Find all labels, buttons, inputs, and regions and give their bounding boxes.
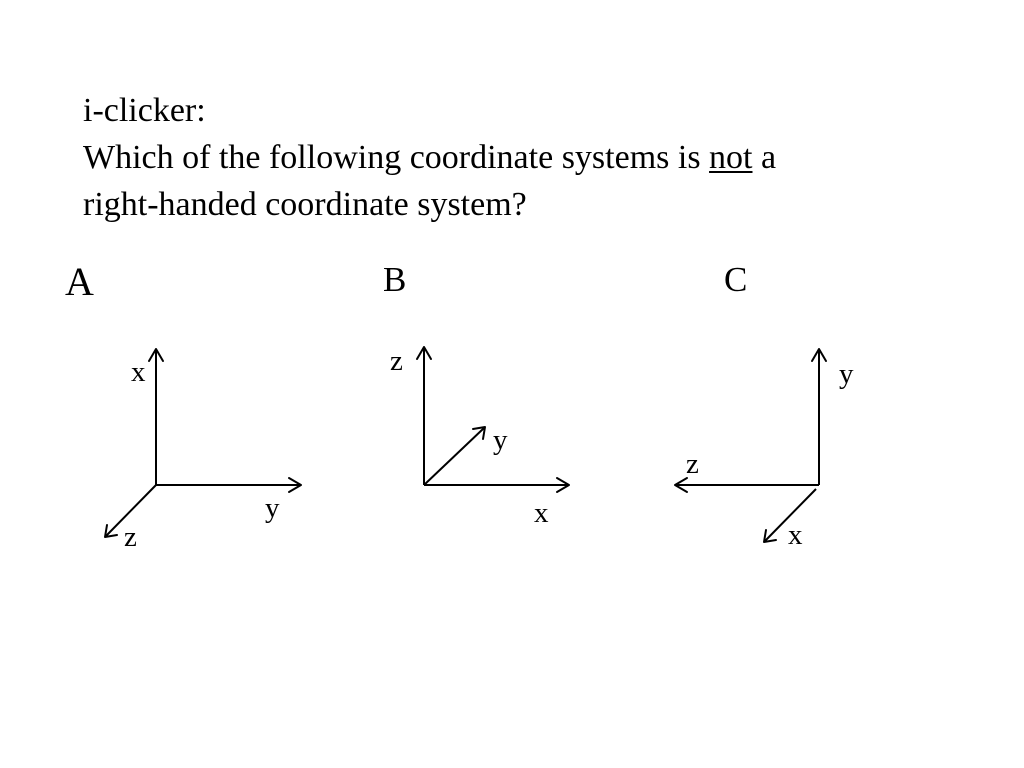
question-line-2-start: Which of the following coordinate systems is — [83, 139, 710, 176]
option-c-up-label: y — [839, 358, 854, 390]
question-heading: i-clicker: — [83, 92, 206, 129]
option-a-label: A — [65, 259, 94, 304]
option-b-right-label: x — [534, 497, 549, 529]
option-c-left-label: z — [686, 448, 699, 480]
option-b-diagram — [390, 345, 569, 529]
option-a-diagram — [105, 349, 301, 553]
question-emphasis: not — [709, 139, 753, 176]
option-a-up-label: x — [131, 356, 146, 388]
option-b-diag-axis — [424, 428, 484, 485]
option-a-right-label: y — [265, 492, 280, 524]
option-c-diag-label: x — [788, 519, 803, 551]
question-line-2-end: a — [752, 139, 777, 176]
question-line-3: right-handed coordinate system? — [83, 186, 527, 223]
option-c-diagram — [675, 349, 854, 551]
option-a-diag-label: z — [124, 521, 137, 553]
option-b-up-label: z — [390, 345, 403, 377]
option-c-label: C — [724, 260, 748, 299]
option-b-diag-label: y — [493, 424, 508, 456]
option-b-label: B — [383, 260, 407, 299]
